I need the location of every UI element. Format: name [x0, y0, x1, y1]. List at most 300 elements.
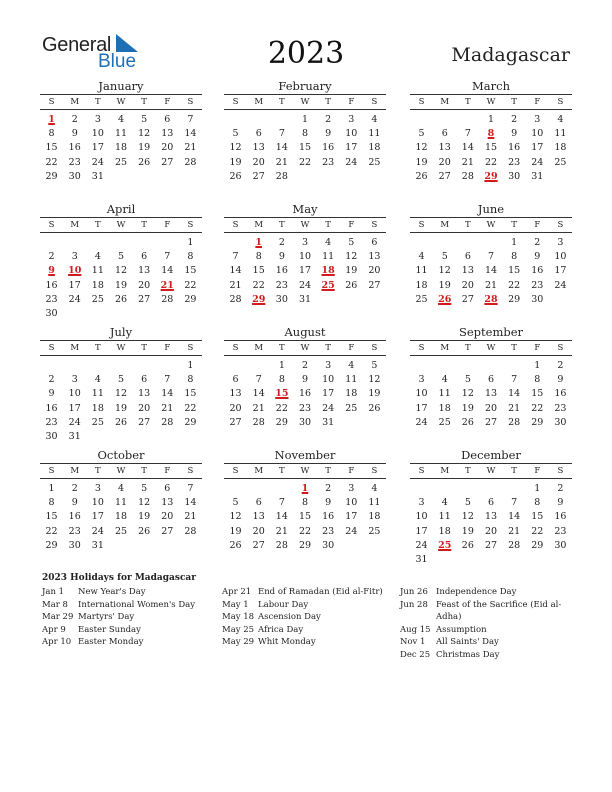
week-row: [40, 510, 202, 524]
day-cell: 8: [301, 497, 309, 509]
holiday-name: Feast of the Sacrifice (Eid al-Adha): [436, 599, 562, 622]
day-cell: 24: [415, 416, 428, 428]
day-cell: 4: [117, 114, 125, 125]
day-cell: 7: [511, 374, 518, 386]
day-cell: 22: [45, 525, 58, 537]
empty-day-cell: [479, 236, 502, 250]
holiday-date: Mar 8: [42, 599, 68, 610]
day-cell: 13: [484, 388, 498, 400]
week-row: [40, 293, 202, 307]
day-cell: 27: [484, 539, 498, 551]
day-cell: 3: [534, 114, 541, 125]
month-name: April: [106, 202, 136, 216]
day-cell: 4: [117, 483, 125, 494]
empty-day-cell: [179, 170, 202, 184]
day-cell: 11: [438, 511, 451, 523]
day-cell: 6: [441, 128, 448, 140]
empty-day-cell: [479, 553, 502, 567]
empty-day-cell: [40, 236, 63, 250]
weekday-label: S: [232, 97, 239, 107]
day-cell: 26: [229, 539, 242, 551]
day-cell: 10: [68, 388, 81, 400]
day-cell: 29: [45, 539, 58, 551]
week-row: [40, 373, 202, 387]
weekday-label: S: [371, 466, 378, 476]
day-cell: 26: [368, 402, 381, 414]
holiday-item: [42, 636, 217, 649]
day-cell: 16: [322, 142, 335, 154]
day-cell: 6: [164, 483, 171, 494]
day-cell: 23: [275, 279, 288, 291]
empty-day-cell: [363, 293, 386, 307]
day-cell: 16: [68, 142, 81, 154]
day-cell: 16: [531, 265, 544, 277]
day-cell: 6: [232, 374, 239, 386]
day-cell: 11: [345, 374, 358, 386]
day-cell: 23: [298, 402, 312, 414]
weekday-label: S: [48, 220, 55, 230]
weekday-label: S: [232, 220, 239, 230]
empty-day-cell: [224, 113, 247, 127]
weekday-label: M: [254, 343, 264, 353]
empty-day-cell: [86, 236, 109, 250]
holiday-item: [42, 586, 217, 599]
empty-day-cell: [109, 236, 132, 250]
day-cell: 19: [461, 402, 474, 414]
weekday-label: S: [187, 97, 194, 107]
day-cell: 9: [534, 251, 541, 263]
weekday-label: T: [511, 343, 517, 353]
day-cell: 17: [415, 525, 428, 537]
weekday-label: T: [325, 220, 331, 230]
day-cell: 4: [325, 237, 332, 248]
day-cell: 24: [68, 416, 81, 428]
day-cell: 9: [325, 128, 332, 140]
weekday-label: T: [325, 466, 331, 476]
week-row: [224, 359, 386, 373]
day-cell: 15: [184, 265, 197, 277]
day-cell: 13: [229, 388, 242, 400]
day-cell: 11: [322, 251, 335, 263]
day-cell: 2: [557, 360, 564, 371]
day-cell: 17: [68, 279, 81, 291]
empty-day-cell: [247, 482, 270, 496]
week-row: [224, 141, 386, 155]
week-row: [410, 236, 572, 250]
day-cell: 3: [94, 483, 101, 494]
day-cell: 15: [531, 388, 544, 400]
day-cell: 30: [45, 307, 58, 319]
day-cell: 6: [141, 251, 148, 263]
day-cell: 8: [255, 251, 262, 263]
day-cell: 24: [68, 293, 81, 305]
day-cell: 28: [161, 293, 174, 305]
day-cell: 24: [322, 402, 335, 414]
weekday-label: W: [300, 97, 310, 107]
day-cell: 6: [487, 497, 495, 509]
empty-day-cell: [456, 236, 479, 250]
day-cell: 8: [278, 374, 285, 386]
holiday-item: [222, 599, 397, 612]
day-cell: 28: [275, 539, 288, 551]
day-cell: 7: [232, 251, 239, 263]
holiday-name: Whit Monday: [258, 637, 316, 647]
empty-day-cell: [549, 170, 572, 184]
day-cell: 6: [255, 128, 262, 140]
day-cell: 7: [278, 128, 285, 140]
day-cell: 9: [557, 497, 564, 509]
empty-day-cell: [247, 113, 270, 127]
day-cell: 22: [184, 402, 197, 414]
day-cell: 26: [415, 170, 428, 182]
day-cell: 16: [45, 402, 58, 414]
weekday-header: [410, 463, 572, 479]
day-cell: 6: [464, 251, 471, 263]
weekday-label: F: [534, 466, 541, 476]
day-cell: 1: [511, 237, 518, 248]
empty-day-cell: [456, 113, 479, 127]
day-cell: 20: [368, 265, 381, 277]
day-cell: 26: [114, 293, 128, 305]
week-row: [410, 525, 572, 539]
day-cell: 23: [45, 416, 58, 428]
day-cell: 20: [229, 402, 242, 414]
weekday-label: F: [348, 97, 355, 107]
holiday-date: Apr 9: [42, 624, 66, 635]
day-cell: 29: [531, 416, 544, 428]
day-cell: 17: [345, 142, 358, 154]
day-cell: 24: [91, 156, 104, 168]
empty-day-cell: [133, 236, 156, 250]
week-row: [224, 113, 386, 127]
week-row: [410, 482, 572, 496]
day-cell: 29: [45, 170, 58, 182]
empty-day-cell: [109, 539, 132, 553]
day-cell: 13: [461, 265, 474, 277]
day-cell: 29: [531, 539, 544, 551]
day-cell: 13: [161, 497, 174, 509]
day-cell: 3: [71, 251, 78, 263]
month-june: [410, 202, 572, 307]
day-cell: 1: [534, 483, 541, 494]
weekday-label: S: [418, 466, 425, 476]
day-cell: 19: [438, 279, 451, 291]
day-cell: 5: [232, 128, 239, 140]
day-cell: 5: [371, 360, 378, 371]
weekday-header: [40, 217, 202, 233]
empty-day-cell: [340, 539, 363, 553]
month-july: [40, 325, 202, 444]
day-cell: 5: [232, 497, 239, 509]
empty-day-cell: [86, 430, 109, 444]
day-cell: 5: [441, 251, 448, 263]
weekday-label: S: [557, 343, 564, 353]
day-cell: 8: [187, 374, 194, 386]
holidays-title: 2023 Holidays for Madagascar: [42, 573, 196, 583]
day-cell: 4: [371, 114, 378, 125]
weekday-label: S: [48, 97, 55, 107]
day-cell: 22: [508, 279, 521, 291]
month-name: July: [109, 325, 133, 339]
week-row: [40, 127, 202, 141]
weekday-label: T: [95, 220, 101, 230]
week-row: [224, 525, 386, 539]
weekday-label: W: [300, 220, 310, 230]
day-cell: 2: [48, 251, 55, 263]
day-cell: 7: [278, 497, 285, 509]
holiday-name: Martyrs' Day: [78, 612, 135, 622]
day-cell: 5: [348, 237, 355, 248]
empty-day-cell: [224, 482, 247, 496]
holiday-item: [400, 586, 575, 599]
holiday-name: Easter Monday: [78, 637, 144, 647]
weekday-label: S: [557, 97, 564, 107]
empty-day-cell: [133, 359, 156, 373]
day-cell: 24: [554, 279, 567, 291]
holiday-date: Nov 1: [400, 637, 426, 647]
day-cell: 18: [438, 402, 451, 414]
week-row: [410, 293, 572, 307]
day-cell: 29: [508, 293, 521, 305]
weekday-label: T: [465, 220, 471, 230]
day-cell: 14: [508, 388, 521, 400]
weekday-label: W: [116, 466, 126, 476]
day-cell: 20: [161, 511, 174, 523]
empty-day-cell: [109, 359, 132, 373]
weekday-label: T: [141, 220, 147, 230]
holiday-item: [42, 624, 217, 637]
day-cell: 3: [557, 237, 564, 248]
week-row: [224, 416, 386, 430]
day-cell: 5: [141, 114, 148, 125]
day-cell: 21: [229, 279, 242, 291]
day-cell: 2: [325, 114, 332, 125]
day-cell: 21: [461, 156, 474, 168]
holiday-name: Assumption: [436, 624, 487, 635]
day-cell: 23: [554, 402, 567, 414]
day-cell: 3: [418, 497, 425, 509]
holiday-name: Africa Day: [258, 624, 304, 635]
empty-day-cell: [410, 482, 433, 496]
holiday-name: Christmas Day: [436, 649, 500, 660]
day-cell: 10: [298, 251, 312, 263]
day-cell: 15: [531, 511, 544, 523]
weekday-label: F: [534, 97, 541, 107]
empty-day-cell: [526, 553, 549, 567]
day-cell: 10: [415, 388, 428, 400]
day-cell: 15: [252, 265, 265, 277]
day-cell: 23: [322, 525, 335, 537]
day-cell: 19: [114, 279, 128, 291]
weekday-label: T: [279, 97, 285, 107]
day-cell: 4: [94, 374, 101, 386]
week-row: [410, 170, 572, 184]
day-cell: 12: [415, 142, 428, 154]
month-name: November: [274, 448, 336, 462]
weekday-label: F: [348, 466, 355, 476]
day-cell: 22: [252, 279, 265, 291]
weekday-label: W: [486, 220, 496, 230]
day-cell: 26: [461, 539, 474, 551]
month-name: February: [278, 79, 332, 93]
day-cell: 14: [461, 142, 474, 154]
empty-day-cell: [179, 430, 202, 444]
day-cell: 1: [278, 360, 285, 371]
day-cell: 15: [508, 265, 521, 277]
weekday-label: M: [440, 97, 450, 107]
day-cell: 26: [138, 156, 151, 168]
day-cell: 20: [252, 156, 265, 168]
empty-day-cell: [179, 307, 202, 321]
week-row: [40, 307, 202, 321]
day-cell: 16: [68, 511, 81, 523]
week-row: [224, 127, 386, 141]
empty-day-cell: [63, 359, 86, 373]
empty-day-cell: [133, 307, 156, 321]
weekday-label: W: [300, 466, 310, 476]
holiday-date: Aug 15: [400, 624, 431, 635]
week-row: [224, 279, 386, 293]
week-row: [40, 539, 202, 553]
weekday-label: W: [300, 343, 310, 353]
day-cell: 5: [141, 483, 148, 494]
day-cell: 28: [275, 170, 288, 182]
day-cell: 18: [114, 142, 128, 154]
weekday-label: T: [279, 343, 285, 353]
day-cell: 25: [415, 293, 428, 305]
weekday-label: S: [418, 220, 425, 230]
week-row: [224, 236, 386, 250]
holiday-date: Apr 10: [42, 637, 72, 647]
weekday-label: T: [465, 97, 471, 107]
day-cell: 11: [114, 128, 128, 140]
weekday-label: S: [371, 97, 378, 107]
empty-day-cell: [433, 113, 456, 127]
page-title-year: 2023: [267, 36, 345, 71]
day-cell: 26: [229, 170, 242, 182]
week-row: [410, 373, 572, 387]
week-row: [40, 170, 202, 184]
day-cell: 30: [322, 539, 335, 551]
holiday-day-cell: 1: [301, 483, 309, 494]
day-cell: 4: [94, 251, 101, 263]
day-cell: 13: [252, 142, 265, 154]
empty-day-cell: [433, 482, 456, 496]
holiday-date: Jun 28: [400, 599, 428, 610]
weekday-label: M: [254, 97, 264, 107]
day-cell: 1: [187, 360, 194, 371]
day-cell: 20: [438, 156, 451, 168]
day-cell: 3: [301, 237, 309, 248]
day-cell: 7: [187, 483, 194, 494]
day-cell: 21: [508, 525, 521, 537]
empty-day-cell: [503, 482, 526, 496]
week-row: [410, 553, 572, 567]
weekday-label: T: [95, 466, 101, 476]
day-cell: 25: [554, 156, 567, 168]
day-cell: 3: [418, 374, 425, 386]
day-cell: 12: [345, 251, 358, 263]
day-cell: 30: [68, 170, 81, 182]
weekday-label: T: [511, 466, 517, 476]
holiday-date: Mar 29: [42, 612, 74, 622]
day-cell: 13: [252, 511, 265, 523]
holiday-day-cell: 9: [48, 265, 55, 277]
week-row: [224, 264, 386, 278]
day-cell: 7: [164, 251, 171, 263]
weekday-label: S: [418, 97, 425, 107]
day-cell: 2: [71, 114, 78, 125]
empty-day-cell: [270, 113, 293, 127]
day-cell: 6: [371, 237, 378, 248]
empty-day-cell: [456, 482, 479, 496]
day-cell: 21: [161, 402, 174, 414]
weekday-label: F: [164, 97, 171, 107]
empty-day-cell: [503, 553, 526, 567]
day-cell: 27: [252, 539, 265, 551]
weekday-label: S: [371, 343, 378, 353]
day-cell: 2: [48, 374, 55, 386]
month-may: [224, 202, 386, 307]
day-cell: 10: [345, 497, 358, 509]
week-row: [40, 496, 202, 510]
weekday-label: W: [486, 97, 496, 107]
weekday-label: T: [511, 220, 517, 230]
day-cell: 1: [301, 114, 309, 125]
day-cell: 21: [508, 402, 521, 414]
weekday-label: M: [70, 220, 80, 230]
day-cell: 10: [322, 374, 335, 386]
weekday-label: T: [325, 343, 331, 353]
day-cell: 11: [114, 497, 128, 509]
empty-day-cell: [156, 236, 179, 250]
holiday-item: [400, 599, 575, 624]
day-cell: 12: [461, 511, 474, 523]
month-september: [410, 325, 572, 430]
week-row: [410, 510, 572, 524]
day-cell: 28: [229, 293, 242, 305]
month-name: September: [458, 325, 524, 339]
day-cell: 2: [557, 483, 564, 494]
empty-day-cell: [133, 170, 156, 184]
day-cell: 4: [348, 360, 355, 371]
empty-day-cell: [410, 113, 433, 127]
week-row: [224, 250, 386, 264]
day-cell: 27: [438, 170, 451, 182]
holiday-name: All Saints' Day: [436, 637, 499, 647]
day-cell: 18: [554, 142, 567, 154]
day-cell: 30: [68, 539, 81, 551]
day-cell: 15: [184, 388, 197, 400]
logo-text-general: General: [42, 34, 112, 56]
day-cell: 27: [138, 416, 151, 428]
month-name: October: [97, 448, 145, 462]
day-cell: 15: [298, 511, 312, 523]
day-cell: 10: [91, 497, 104, 509]
day-cell: 14: [252, 388, 265, 400]
day-cell: 19: [415, 156, 428, 168]
month-name: June: [477, 202, 505, 216]
day-cell: 7: [187, 114, 194, 125]
week-row: [40, 416, 202, 430]
day-cell: 23: [322, 156, 335, 168]
day-cell: 22: [531, 402, 544, 414]
day-cell: 29: [275, 416, 288, 428]
weekday-label: F: [164, 343, 171, 353]
empty-day-cell: [317, 293, 340, 307]
day-cell: 25: [114, 525, 128, 537]
week-row: [410, 416, 572, 430]
